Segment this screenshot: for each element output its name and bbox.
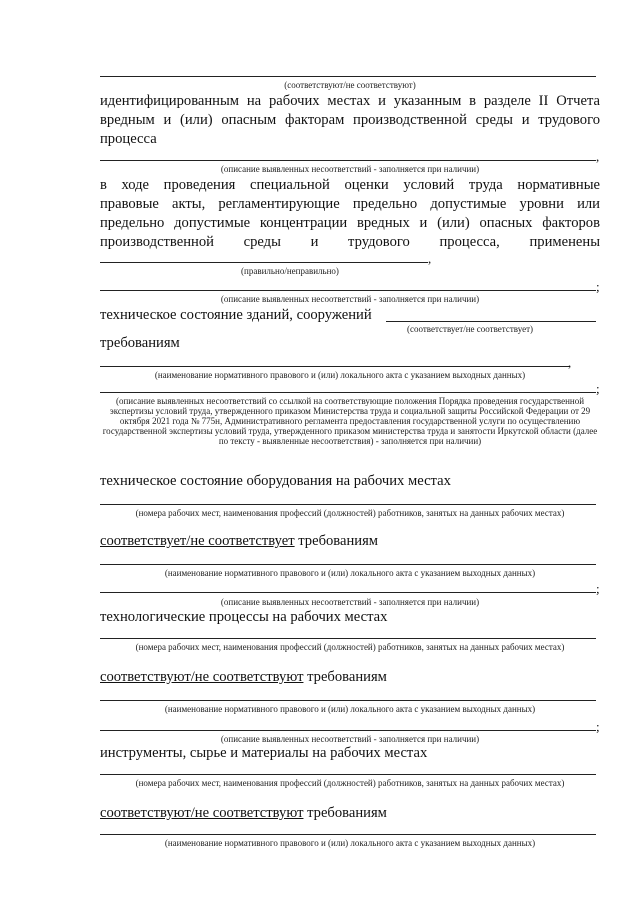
caption: (правильно/неправильно) [241, 266, 339, 276]
requirements-word: требованиям [294, 533, 379, 549]
fill-line [386, 321, 596, 322]
caption: (наименование нормативного правового и (или) локального акта с указанием выходных данных) [164, 838, 536, 848]
fill-line [100, 160, 596, 161]
fill-line [100, 774, 596, 775]
caption: (описание выявленных несоответствий - заполняется при наличии) [220, 597, 480, 607]
status-choice: соответствуют/не соответствуют [100, 805, 304, 821]
requirements-word: требованиям [303, 669, 387, 685]
semicolon: ; [596, 279, 600, 294]
comma: , [428, 251, 432, 266]
paragraph-line: процесса [100, 131, 157, 147]
semicolon: ; [596, 581, 600, 596]
status-choice: соответствуют/не соответствуют [100, 669, 304, 685]
fill-line [100, 76, 596, 77]
caption: (номера рабочих мест, наименования профессий (должностей) работников, занятых на данных рабочих местах) [135, 778, 565, 788]
paragraph-line: требованиям [100, 335, 180, 351]
fill-line [100, 700, 596, 701]
fill-line [100, 638, 596, 639]
caption: (наименование нормативного правового и (или) локального акта с указанием выходных данных) [154, 370, 526, 380]
paragraph-line [100, 804, 600, 823]
paragraph-line: инструменты, сырье и материалы на рабочих местах [100, 745, 428, 761]
paragraph-line: технологические процессы на рабочих местах [100, 609, 388, 625]
fill-line [100, 262, 428, 263]
caption-long: (описание выявленных несоответствий со ссылкой на соответствующие положения Порядка проведения государственной экспертизы условий труда, утвержденного приказом Министерства труда и социальной защиты Российской Федерации от 29 октября 2021 года № 775н, Административного регламента предоставления государственной услуги по осуществлению государственной экспертизы условий труда, утвержденного приказом министерства труда и занятости Иркутской области (далее по тексту - выявленные несоответствия) - заполняется при наличии) [102, 396, 598, 446]
caption: (номера рабочих мест, наименования профессий (должностей) работников, занятых на данных рабочих местах) [135, 642, 565, 652]
caption: (соответствует/не соответствует) [407, 324, 533, 334]
caption: (наименование нормативного правового и (или) локального акта с указанием выходных данных) [164, 568, 536, 578]
caption: (наименование нормативного правового и (или) локального акта с указанием выходных данных) [164, 704, 536, 714]
caption: (номера рабочих мест, наименования профессий (должностей) работников, занятых на данных рабочих местах) [135, 508, 565, 518]
fill-line [100, 290, 596, 291]
paragraph-line: техническое состояние оборудования на рабочих местах [100, 473, 451, 489]
paragraph-line: предельно допустимые концентрации вредных и (или) опасных факторов [100, 215, 600, 231]
paragraph-line [100, 668, 600, 687]
paragraph-line: техническое состояние зданий, сооружений [100, 307, 372, 323]
fill-line [100, 504, 596, 505]
fill-line [100, 834, 596, 835]
comma: , [596, 149, 600, 164]
fill-line [100, 564, 596, 565]
caption: (описание выявленных несоответствий - заполняется при наличии) [220, 294, 480, 304]
semicolon: ; [596, 719, 600, 734]
status-choice: соответствует/не соответствует [100, 533, 295, 549]
paragraph-line [100, 532, 600, 551]
caption: (соответствуют/не соответствуют) [284, 80, 416, 90]
caption: (описание выявленных несоответствий - заполняется при наличии) [220, 734, 480, 744]
paragraph-line: идентифицированным на рабочих местах и указанным в разделе II Отчета [100, 93, 600, 109]
fill-line [100, 392, 596, 393]
paragraph-line: производственной среды и трудового процесса, применены [100, 234, 600, 250]
comma: , [568, 355, 572, 370]
semicolon: ; [596, 381, 600, 396]
fill-line [100, 730, 596, 731]
requirements-word: требованиям [303, 805, 387, 821]
paragraph-line: вредным и (или) опасным факторам производственной среды и трудового [100, 112, 600, 128]
caption: (описание выявленных несоответствий - заполняется при наличии) [220, 164, 480, 174]
fill-line [100, 592, 596, 593]
paragraph-line: в ходе проведения специальной оценки условий труда нормативные [100, 177, 600, 193]
paragraph-line: правовые акты, регламентирующие предельно допустимые уровни или [100, 196, 600, 212]
fill-line [100, 366, 570, 367]
